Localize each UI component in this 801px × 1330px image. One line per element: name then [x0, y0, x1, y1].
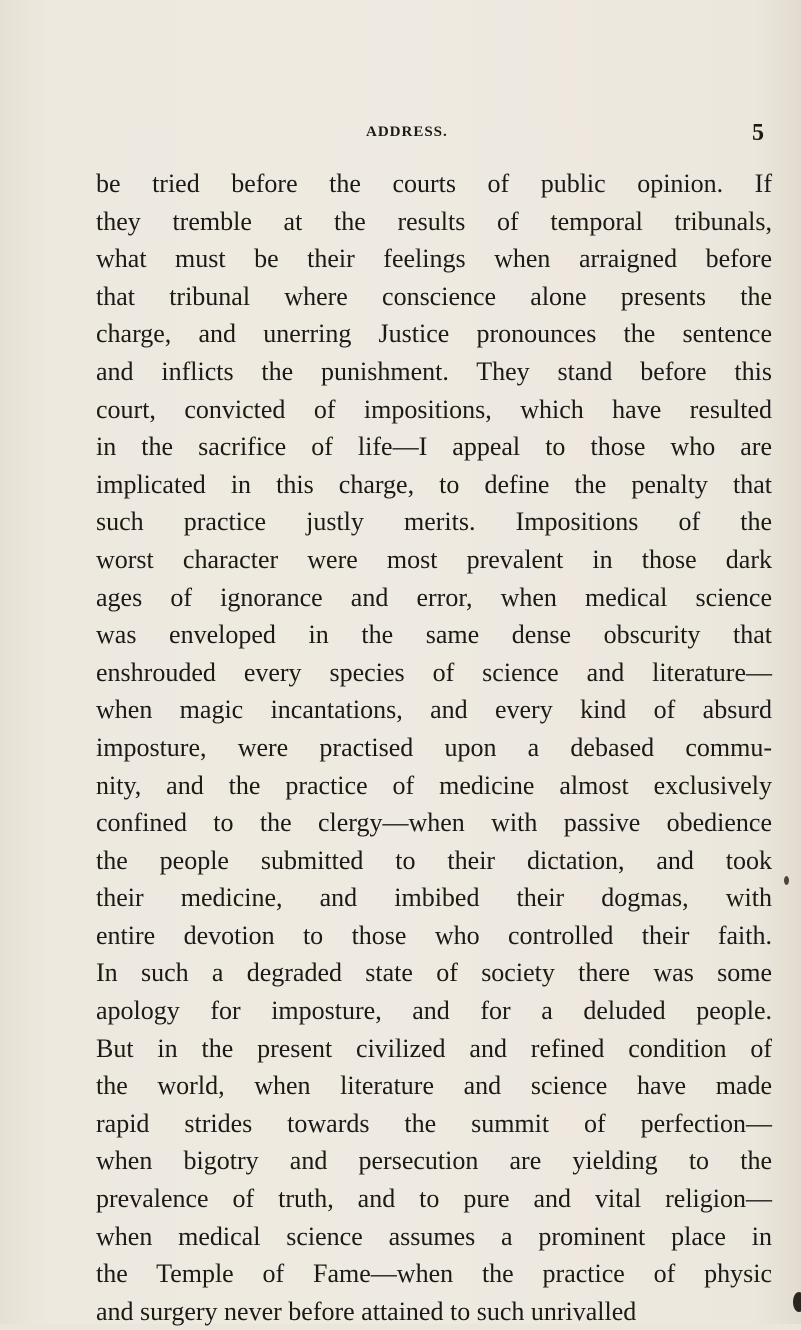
- text-line: ages of ignorance and error, when medical science: [96, 582, 772, 612]
- text-line: court, convicted of impositions, which have resulted: [96, 394, 772, 424]
- text-line: and inflicts the punishment. They stand before this: [96, 356, 772, 386]
- text-line: worst character were most prevalent in those dark: [96, 544, 772, 574]
- text-line: nity, and the practice of medicine almost exclusively: [96, 770, 772, 800]
- text-line: in the sacrifice of life—I appeal to those who are: [96, 432, 772, 462]
- text-line: the Temple of Fame—when the practice of physic: [96, 1259, 772, 1289]
- text-line: implicated in this charge, to define the penalty that: [96, 469, 772, 499]
- text-line: when medical science assumes a prominent place in: [96, 1221, 772, 1251]
- ink-speck: [784, 876, 789, 885]
- text-line: be tried before the courts of public opinion. If: [96, 169, 772, 198]
- text-line: the world, when literature and science have made: [96, 1071, 772, 1101]
- page-number: 5: [752, 120, 764, 146]
- text-line: apology for imposture, and for a deluded people.: [96, 996, 772, 1026]
- text-line: In such a degraded state of society there was some: [96, 958, 772, 988]
- text-line: that tribunal where conscience alone presents the: [96, 281, 772, 311]
- text-line: charge, and unerring Justice pronounces the sentence: [96, 319, 772, 349]
- ink-blot: [793, 1292, 801, 1312]
- text-line: and surgery never before attained to such unrivalled: [96, 1296, 637, 1326]
- text-line: the people submitted to their dictation, and took: [96, 845, 772, 875]
- text-line: enshrouded every species of science and literature—: [96, 657, 772, 687]
- text-line: entire devotion to those who controlled their faith.: [96, 920, 772, 950]
- text-line: was enveloped in the same dense obscurity that: [96, 620, 772, 650]
- text-line: what must be their feelings when arraigned before: [96, 244, 772, 274]
- text-line: such practice justly merits. Impositions of the: [96, 507, 772, 537]
- page-header: [0, 120, 801, 164]
- text-line: confined to the clergy—when with passive obedience: [96, 808, 772, 838]
- text-line: rapid strides towards the summit of perfection—: [96, 1108, 772, 1138]
- text-line: when bigotry and persecution are yielding to the: [96, 1146, 772, 1176]
- text-line: imposture, were practised upon a debased commu-: [96, 732, 772, 762]
- text-line: But in the present civilized and refined condition of: [96, 1033, 772, 1063]
- text-line: when magic incantations, and every kind of absurd: [96, 695, 772, 725]
- running-head: ADDRESS.: [366, 124, 448, 140]
- text-line: prevalence of truth, and to pure and vital religion—: [96, 1184, 772, 1214]
- text-line: they tremble at the results of temporal tribunals,: [96, 206, 772, 236]
- body-text: [96, 165, 772, 1330]
- text-line: their medicine, and imbibed their dogmas, with: [96, 883, 772, 913]
